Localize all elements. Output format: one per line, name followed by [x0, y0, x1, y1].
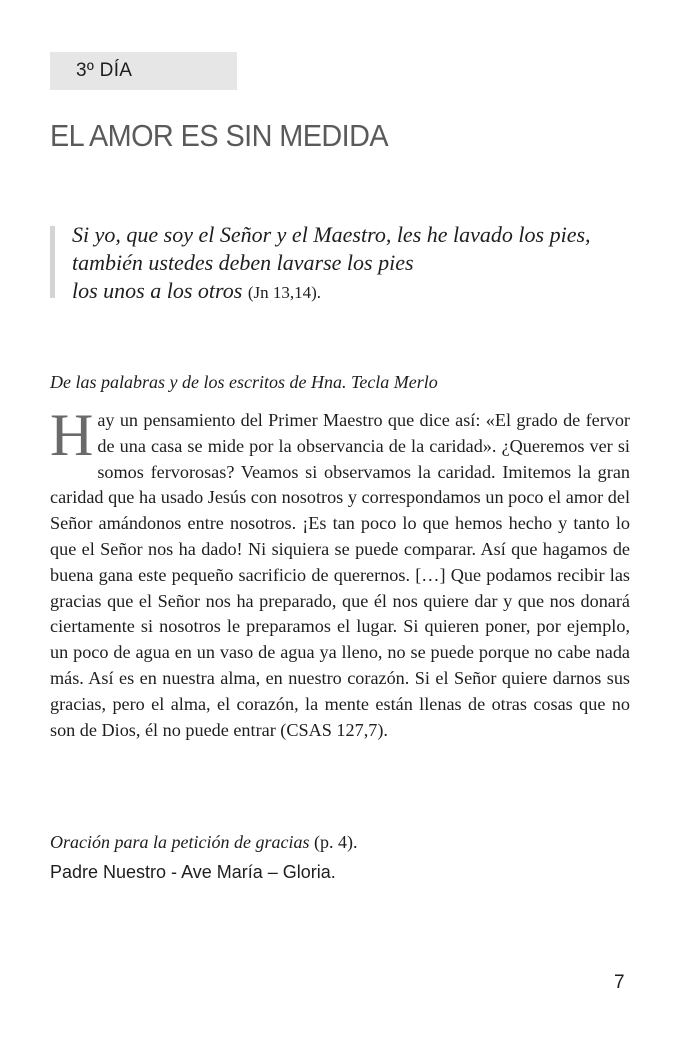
quote-line-3: [72, 278, 321, 304]
quote-line-2: también ustedes deben lavarse los pies: [72, 250, 414, 275]
quote-reference: (Jn 13,14).: [247, 283, 322, 302]
page-title: EL AMOR ES SIN MEDIDA: [50, 118, 389, 153]
page-number: 7: [614, 972, 625, 993]
body-text: ay un pensamiento del Primer Maestro que dice así: «El grado de fervor de una casa se mide por la observancia de la caridad». ¿Queremos ver si somos fervorosas? Veamos si observamos la caridad. Imitemos la gran caridad que ha usado Jesús con nosotros y correspondamos un poco el amor del Señor amándonos entre nosotros. ¡Es tan poco lo que hemos hecho y tanto lo que el Señor nos ha dado! Ni siquiera se puede comparar. Así que hagamos de buena gana este pequeño sacrificio de querernos. […] Que podamos recibir las gracias que el Señor nos ha preparado, que él nos quiere dar y que nos donará ciertamente si nosotros le preparamos el lugar. Si quieren poner, por ejemplo, un poco de agua en un vaso de agua ya lleno, no se puede porque no cabe nada más. Así es en nuestra alma, en nuestro corazón. Si el Señor quiere darnos sus gracias, pero el alma, el corazón, la mente están llenas de otras cosas que no son de Dios, él no puede entrar (CSAS 127,7).: [50, 410, 630, 740]
prayer-reference: (p. 4).: [313, 832, 358, 852]
day-label-box: [50, 52, 237, 90]
quote-line-1: Si yo, que soy el Señor y el Maestro, les he lavado los pies,: [72, 222, 591, 247]
source-heading: De las palabras y de los escritos de Hna. Tecla Merlo: [50, 372, 438, 392]
prayers-list: Padre Nuestro - Ave María – Gloria.: [50, 862, 336, 882]
prayer-instruction: [50, 832, 357, 853]
body-paragraph: [50, 402, 630, 743]
quote-line-3-text: los unos a los otros: [72, 278, 243, 303]
prayer-label: Oración para la petición de gracias: [50, 832, 310, 852]
day-label: 3º DÍA: [76, 60, 133, 81]
drop-cap: H: [50, 402, 94, 468]
quote-bar: [50, 226, 55, 298]
